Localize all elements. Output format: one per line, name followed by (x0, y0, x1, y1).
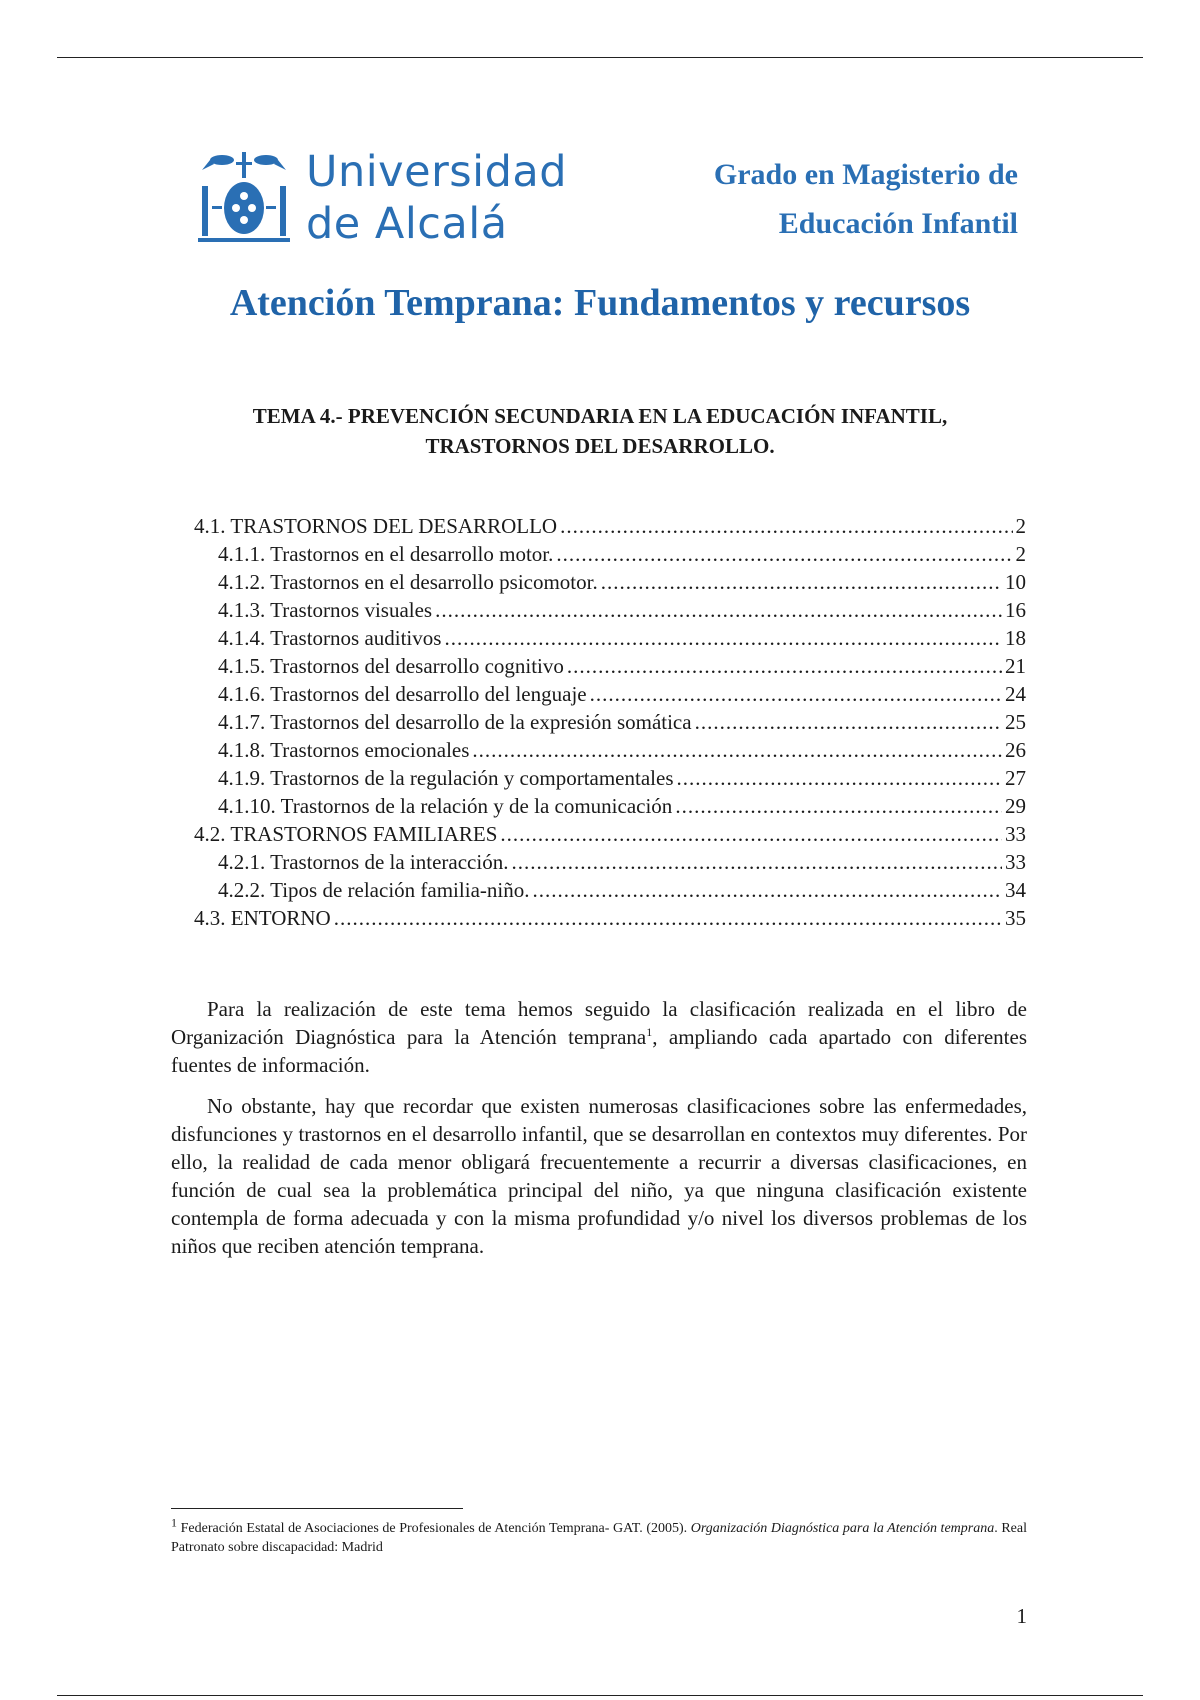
toc-entry-page: 24 (1005, 682, 1026, 706)
toc-leader-dots (695, 708, 1002, 736)
body-text (171, 995, 1027, 1273)
toc-entry-label: 4.1.9. Trastornos de la regulación y comportamentales (218, 766, 674, 790)
toc-leader-dots (675, 792, 1002, 820)
toc-entry-page: 29 (1005, 794, 1026, 818)
topic-title-line1: TEMA 4.- PREVENCIÓN SECUNDARIA EN LA EDUCACIÓN INFANTIL, (252, 404, 948, 428)
course-title: Atención Temprana: Fundamentos y recursos (229, 282, 971, 324)
toc-entry-label: 4.1.1. Trastornos en el desarrollo motor. (218, 542, 554, 566)
page-number: 1 (1016, 1604, 1027, 1628)
toc-entry-label: 4.1.8. Trastornos emocionales (218, 738, 470, 762)
footnote-book-title: Organización Diagnóstica para la Atención temprana (690, 1521, 995, 1536)
topic-title (150, 401, 1050, 461)
topic-title-line2: TRASTORNOS DEL DESARROLLO. (425, 434, 775, 458)
toc-entry-label: 4.1.7. Trastornos del desarrollo de la expresión somática (218, 710, 692, 734)
toc-entry-page: 34 (1005, 878, 1026, 902)
toc-entry-page: 33 (1005, 850, 1026, 874)
toc-entry[interactable] (194, 904, 1026, 932)
degree-title-line1: Grado en Magisterio de (713, 158, 1018, 191)
toc-entry-label: 4.2.1. Trastornos de la interacción. (218, 850, 509, 874)
toc-entry-label: 4.1.3. Trastornos visuales (218, 598, 433, 622)
footnote-marker: 1 (171, 1515, 177, 1530)
toc-entry-page: 10 (1005, 570, 1026, 594)
bottom-rule (57, 1695, 1143, 1696)
degree-title-line2: Educación Infantil (778, 207, 1018, 240)
toc-entry[interactable] (194, 820, 1026, 848)
toc-entry[interactable] (194, 708, 1026, 736)
toc-leader-dots (472, 736, 1002, 764)
university-name-line2: de Alcalá (306, 199, 508, 249)
toc-entry-label: 4.1.6. Trastornos del desarrollo del lenguaje (218, 682, 587, 706)
toc-entry[interactable] (194, 792, 1026, 820)
university-name-line1: Universidad (306, 147, 568, 197)
toc-entry-page: 2 (1015, 514, 1026, 538)
toc-leader-dots (556, 540, 1012, 568)
toc-entry-page: 21 (1005, 654, 1026, 678)
toc-entry-label: 4.3. ENTORNO (194, 906, 331, 930)
university-logo (198, 146, 568, 250)
footnote-text-end: . Real Patronato sobre discapacidad: Madrid (171, 1521, 1027, 1555)
toc-entry[interactable] (194, 596, 1026, 624)
toc-leader-dots (334, 904, 1002, 932)
toc-entry[interactable] (194, 652, 1026, 680)
top-rule (57, 57, 1143, 58)
toc-leader-dots (677, 764, 1003, 792)
paragraph-1 (171, 995, 1027, 1079)
toc-leader-dots (444, 624, 1002, 652)
toc-entry-label: 4.1.2. Trastornos en el desarrollo psicomotor. (218, 570, 598, 594)
toc-leader-dots (500, 820, 1002, 848)
paragraph-1-text-end: , ampliando cada apartado con diferentes fuentes de información. (171, 1025, 1027, 1077)
toc-entry-label: 4.1.10. Trastornos de la relación y de la comunicación (218, 794, 673, 818)
toc-entry[interactable] (194, 624, 1026, 652)
toc-leader-dots (532, 876, 1002, 904)
footnote-reference[interactable]: 1 (646, 1025, 653, 1039)
table-of-contents (194, 512, 1026, 932)
toc-entry-page: 2 (1015, 542, 1026, 566)
toc-leader-dots (601, 568, 1002, 596)
toc-entry-label: 4.1. TRASTORNOS DEL DESARROLLO (194, 514, 558, 538)
toc-leader-dots (435, 596, 1002, 624)
toc-entry[interactable] (194, 764, 1026, 792)
toc-entry-page: 25 (1005, 710, 1026, 734)
toc-entry[interactable] (194, 736, 1026, 764)
toc-entry[interactable] (194, 848, 1026, 876)
toc-entry-page: 27 (1005, 766, 1026, 790)
toc-leader-dots (560, 512, 1012, 540)
toc-entry[interactable] (194, 540, 1026, 568)
toc-leader-dots (511, 848, 1002, 876)
toc-entry-label: 4.2. TRASTORNOS FAMILIARES (194, 822, 498, 846)
footnote-text: Federación Estatal de Asociaciones de Profesionales de Atención Temprana- GAT. (2005). (177, 1521, 691, 1536)
toc-entry-page: 16 (1005, 598, 1026, 622)
degree-title (714, 150, 1018, 248)
university-name (306, 146, 567, 250)
toc-leader-dots (567, 652, 1002, 680)
paragraph-1-text: Para la realización de este tema hemos seguido la clasificación realizada en el libro de Organización Diagnóstica para la Atención temprana (171, 997, 1027, 1049)
toc-entry[interactable] (194, 680, 1026, 708)
toc-entry-page: 35 (1005, 906, 1026, 930)
toc-entry-label: 4.1.5. Trastornos del desarrollo cognitivo (218, 654, 564, 678)
toc-entry-label: 4.1.4. Trastornos auditivos (218, 626, 442, 650)
toc-entry[interactable] (194, 512, 1026, 540)
toc-entry[interactable] (194, 876, 1026, 904)
toc-entry-page: 26 (1005, 738, 1026, 762)
toc-entry[interactable] (194, 568, 1026, 596)
toc-entry-label: 4.2.2. Tipos de relación familia-niño. (218, 878, 530, 902)
paragraph-2: No obstante, hay que recordar que existen numerosas clasificaciones sobre las enfermedades, disfunciones y trastornos en el desarrollo infantil, que se desarrollan en contextos muy diferentes. Por ello, la realidad de cada menor obligará frecuentemente a recurrir a diversas clasificaciones, en función de cual sea la problemática principal del niño, ya que ninguna clasificación existente contempla de forma adecuada y con la misma profundidad y/o nivel los diversos problemas de los niños que reciben atención temprana. (171, 1094, 1027, 1258)
toc-entry-page: 18 (1005, 626, 1026, 650)
university-crest-icon (198, 146, 290, 250)
toc-entry-page: 33 (1005, 822, 1026, 846)
footnote-separator (171, 1508, 463, 1509)
footnote (171, 1515, 1027, 1557)
toc-leader-dots (590, 680, 1002, 708)
